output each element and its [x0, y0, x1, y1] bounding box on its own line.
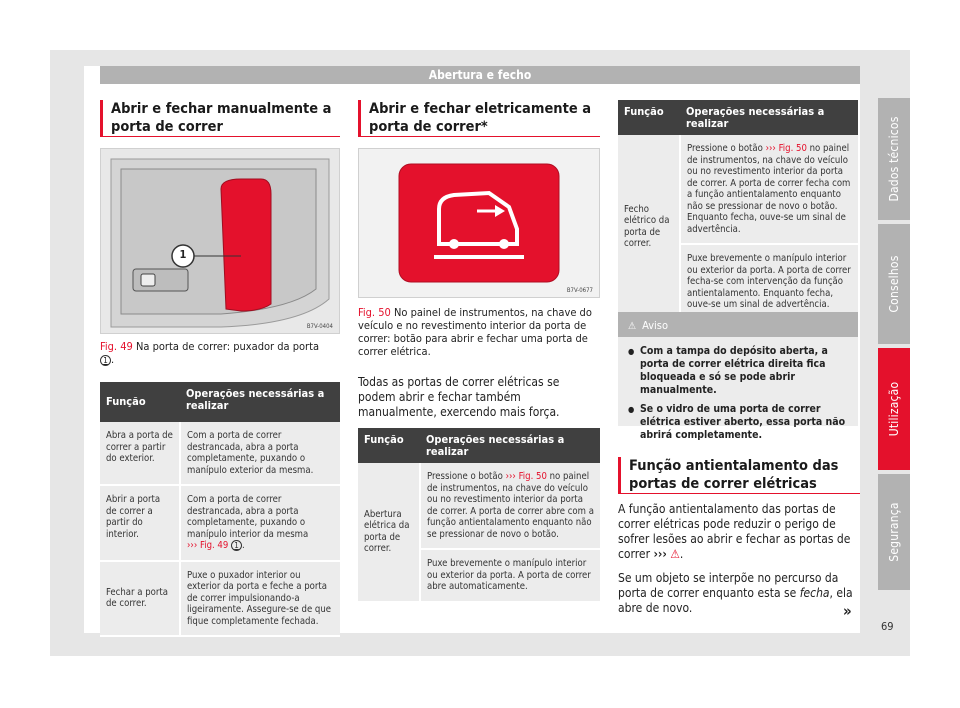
cell-ops: Puxe brevemente o manípulo interior ou exterior da porta. A porta de correr abre automaticamente.	[420, 549, 600, 602]
tab-label: Dados técnicos	[887, 116, 901, 202]
cell-func: Fecho elétrico da porta de correr.	[618, 135, 680, 320]
col-operacoes: Operações necessárias a realizar	[180, 382, 340, 422]
warning-item: ● Se o vidro de uma porta de correr elétrica estiver aberto, essa porta não abrirá completamente.	[628, 403, 848, 442]
warning-header	[618, 315, 858, 337]
tab-label: Segurança	[887, 502, 901, 562]
tab-conselhos[interactable]	[878, 224, 910, 344]
figure-50-button	[358, 148, 600, 298]
section-heading-manual	[100, 100, 340, 136]
caption-text: No painel de instrumentos, na chave do veículo e no revestimento interior da porta de correr: botão para abrir e fechar uma porta de correr elétrica.	[358, 306, 592, 358]
page-number: 69	[881, 620, 894, 633]
cell-func: Abrir a porta de correr a partir do interior.	[100, 485, 180, 561]
figure-code: B7V-0677	[566, 287, 593, 294]
caption-end: .	[111, 353, 115, 366]
col-funcao: Função	[358, 428, 420, 463]
cell-ops	[680, 135, 858, 244]
cell-func: Fechar a porta de correr.	[100, 561, 180, 637]
table-header-row	[618, 100, 858, 135]
manual-ops-table	[100, 382, 340, 637]
continue-arrow-icon: »	[843, 602, 852, 620]
ref-circle: 1	[100, 355, 111, 366]
table-row	[358, 463, 600, 549]
para-text: , ela abre de novo.	[618, 586, 853, 615]
heading-electric-door: Abrir e fechar eletricamente a porta de correr*	[358, 100, 600, 136]
table-header-row	[100, 382, 340, 422]
anti-trap-paragraph-1	[618, 502, 858, 562]
ops-text: Pressione o botão	[687, 143, 763, 154]
figure-code: B7V-0404	[306, 323, 333, 330]
para-end: .	[679, 547, 684, 561]
tab-utilizacao[interactable]	[878, 348, 910, 470]
cell-ops	[420, 463, 600, 549]
fig-ref-link[interactable]: ››› Fig. 49	[187, 540, 229, 551]
cell-ops: Puxe brevemente o manípulo interior ou exterior da porta. A porta de correr fecha-se com intervenção da função antientalamento. Enquanto fecha, ouve-se um sinal de advertência.	[680, 244, 858, 320]
electric-close-table	[618, 100, 858, 321]
heading-rule	[358, 136, 600, 137]
warning-item: ● Com a tampa do depósito aberta, a porta de correr elétrica direita fica bloqueada e só se pode abrir manualmente.	[628, 345, 848, 397]
ref-circle: 1	[231, 540, 242, 551]
warning-ref[interactable]: ›››	[653, 547, 667, 561]
cell-ops: Com a porta de correr destrancada, abra a porta completamente, puxando o manípulo exterior da mesma.	[180, 422, 340, 485]
ops-text: no painel de instrumentos, na chave do veículo ou no revestimento interior da porta de correr. A porta de correr fecha com a função antientalamento enquanto não se pressionar de novo o botão. Enquanto fecha, ouve-se um sinal de advertência.	[687, 143, 851, 235]
warning-title: Aviso	[642, 319, 669, 332]
ops-text: Pressione o botão	[427, 471, 503, 482]
tab-label: Utilização	[887, 381, 901, 437]
col-funcao: Função	[100, 382, 180, 422]
heading-rule	[100, 136, 340, 137]
table-header-row	[358, 428, 600, 463]
heading-anti-trap: Função antientalamento das portas de correr elétricas	[618, 457, 860, 493]
tab-label: Conselhos	[887, 255, 901, 313]
tab-dados-tecnicos[interactable]	[878, 98, 910, 220]
warning-triangle-icon: ⚠	[670, 547, 680, 561]
fig-ref-link[interactable]: ››› Fig. 50	[765, 143, 807, 154]
cell-func: Abra a porta de correr a partir do exterior.	[100, 422, 180, 485]
fig-label[interactable]: Fig. 50	[358, 306, 391, 319]
fig-ref-link[interactable]: ››› Fig. 50	[505, 471, 547, 482]
tab-seguranca[interactable]	[878, 474, 910, 590]
figure-50-caption	[358, 306, 600, 358]
warning-box	[618, 312, 858, 441]
electric-open-table	[358, 428, 600, 603]
chapter-header: Abertura e fecho	[100, 66, 860, 84]
door-button-illustration	[359, 149, 599, 297]
section-heading-antientalamento	[618, 457, 860, 493]
ops-text: Com a porta de correr destrancada, abra a porta completamente, puxando o manípulo interior da mesma	[187, 494, 309, 540]
caption-text: Na porta de correr: puxador da porta	[135, 340, 320, 353]
warning-icon: ⚠	[628, 321, 637, 332]
col-funcao: Função	[618, 100, 680, 135]
para-text: Se um objeto se interpõe no percurso da porta de correr enquanto esta se	[618, 571, 839, 600]
section-heading-electric	[358, 100, 600, 136]
ops-text: no painel de instrumentos, na chave do veículo ou no revestimento interior da porta de correr. A porta de correr abre com a função antientalamento enquanto não se pressionar de novo o botão.	[427, 471, 594, 540]
anti-trap-paragraph-2	[618, 571, 858, 616]
table-row	[618, 135, 858, 244]
cell-func: Abertura elétrica da porta de correr.	[358, 463, 420, 602]
table-row	[100, 485, 340, 561]
figure-callout-1: 1	[179, 248, 187, 261]
table-row	[100, 422, 340, 485]
heading-manual-door: Abrir e fechar manualmente a porta de correr	[100, 100, 340, 136]
intro-paragraph: Todas as portas de correr elétricas se podem abrir e fechar também manualmente, exercendo mais força.	[358, 375, 560, 419]
heading-rule	[618, 493, 860, 494]
ops-end: .	[242, 540, 245, 551]
cell-ops	[180, 485, 340, 561]
fig-label[interactable]: Fig. 49	[100, 340, 133, 353]
figure-49-caption	[100, 340, 340, 366]
figure-49-door-handle	[100, 148, 340, 334]
col-operacoes: Operações necessárias a realizar	[420, 428, 600, 463]
para-emphasis: fecha	[799, 586, 830, 600]
table-row	[100, 561, 340, 637]
para-text: A função antientalamento das portas de correr elétricas pode reduzir o perigo de sofrer lesões ao abrir e fechar as portas de correr	[618, 502, 851, 561]
door-handle-illustration	[101, 149, 339, 333]
col-operacoes: Operações necessárias a realizar	[680, 100, 858, 135]
cell-ops: Puxe o puxador interior ou exterior da porta e feche a porta de correr impulsionando-a ligeiramente. Assegure-se de que fique completamente fechada.	[180, 561, 340, 637]
